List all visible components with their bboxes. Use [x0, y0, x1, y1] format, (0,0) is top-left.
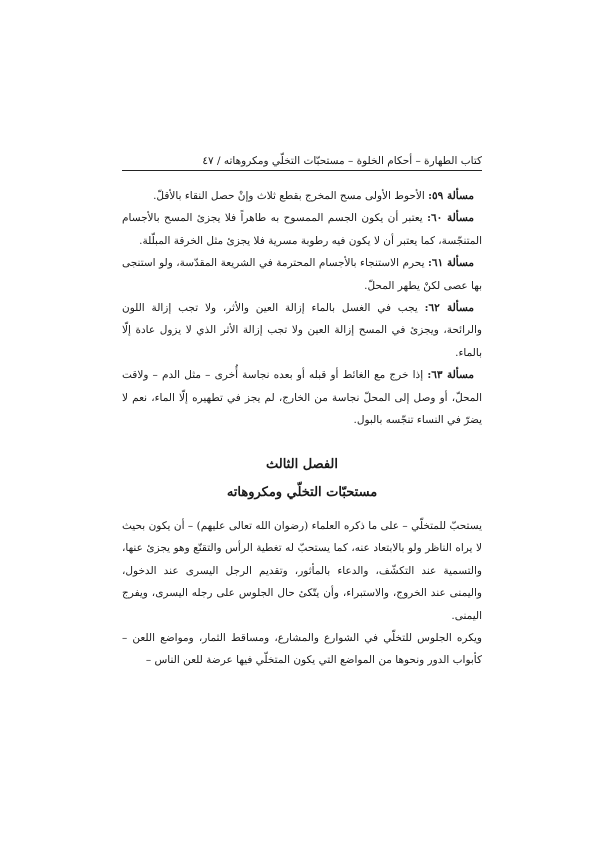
- issues-block: [122, 185, 482, 431]
- issue-62: [122, 297, 482, 364]
- issue-text: يحرم الاستنجاء بالأجسام المحترمة في الشريعة المقدّسة، ولو استنجى بها عصى لكنْ يطهر المحلّ.: [122, 257, 482, 292]
- issue-60: [122, 207, 482, 252]
- issue-text: إذا خرج مع الغائط أو قبله أو بعده نجاسة أُخرى – مثل الدم – ولاقت المحلّ، أو وصل إلى المحلّ نجاسة من الخارج، لم يجز في تطهيره إلّا الماء، نعم لا يضرّ في النساء تنجّسه بالبول.: [122, 369, 482, 427]
- issue-text: الأحوط الأولى مسح المخرج بقطع ثلاث وإنْ حصل النقاء بالأقلّ.: [153, 190, 429, 202]
- header-rule: [122, 170, 482, 171]
- paragraph: ويكره الجلوس للتخلّي في الشوارع والمشارع، ومساقط الثمار، ومواضع اللعن – كأبواب الدور ونحوها من المواضع التي يكون المتخلّي فيها عرضة للعن الناس –: [122, 632, 482, 667]
- section-title: مستحبّات التخلّي ومكروهاته: [226, 485, 378, 500]
- issue-63: [122, 364, 482, 431]
- issue-label: مسألة ٦١:: [427, 257, 474, 270]
- issue-text: يعتبر أن يكون الجسم الممسوح به طاهراً فلا يجزئ المسح بالأجسام المتنجّسة، كما يعتبر أن لا يكون فيه رطوبة مسرية فلا يجزئ مثل الخرقة المبلّلة.: [122, 212, 482, 247]
- issue-label: مسألة ٥٩:: [428, 190, 474, 202]
- paragraph: يستحبّ للمتخلّي – على ما ذكره العلماء (رضوان الله تعالى عليهم) – أن يكون بحيث لا يراه الناظر ولو بالابتعاد عنه، كما يستحبّ له تغطية الرأس والتقنّع وهو يجزئ عنها، والتسمية عند التكشّف، والدعاء بالمأثور، وتقديم الرجل اليسرى عند الدخول، واليمنى عند الخروج، والاستبراء، وأن يتّكئ حال الجلوس على رجله اليسرى، ويفرج اليمنى.: [122, 520, 482, 622]
- issue-text: يجب في الغسل بالماء إزالة العين والأثر، ولا تجب إزالة اللون والرائحة، ويجزئ في المسح إزالة العين ولا تجب إزالة الأثر الذي لا يزول عادة إلّا بالماء.: [122, 302, 482, 359]
- issue-label: مسألة ٦٢:: [424, 302, 474, 315]
- running-head: كتاب الطهارة – أحكام الخلوة – مستحبّات التخلّي ومكروهاته / ٤٧: [202, 155, 482, 167]
- chapter-title: الفصل الثالث: [266, 457, 338, 472]
- issue-61: [122, 252, 482, 297]
- section-body: [122, 515, 482, 672]
- issue-59: [122, 185, 482, 207]
- issue-label: مسألة ٦٣:: [427, 369, 474, 382]
- issue-label: مسألة ٦٠:: [427, 212, 474, 225]
